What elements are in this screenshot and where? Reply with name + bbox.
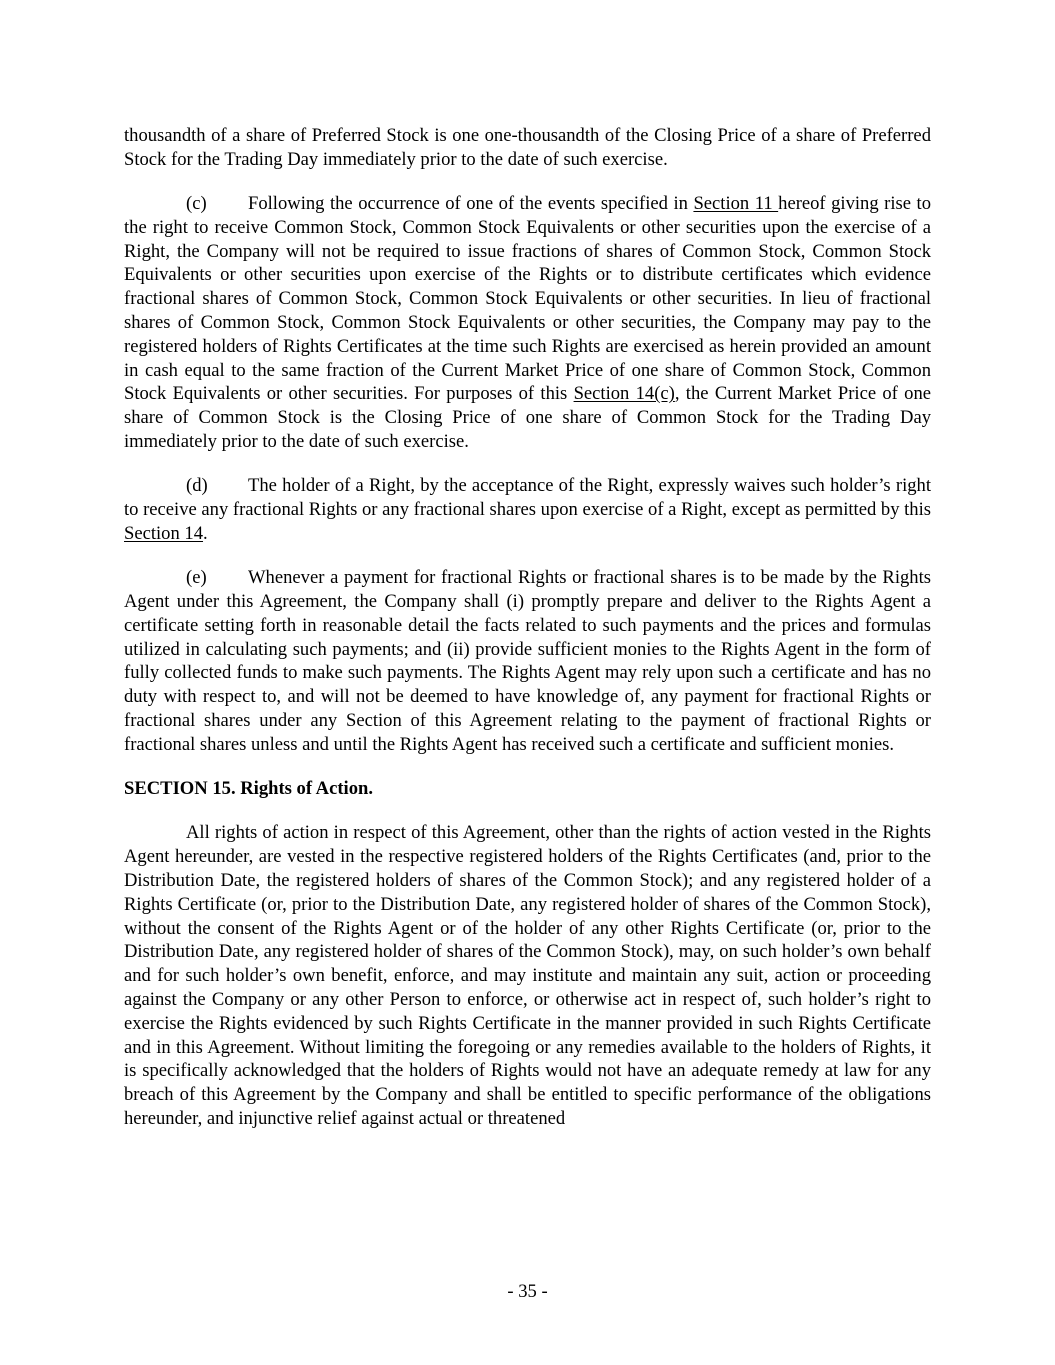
section-11-reference: Section 11	[693, 193, 779, 215]
paragraph-d-text-2: .	[203, 522, 208, 544]
section-15-heading: SECTION 15. Rights of Action.	[124, 778, 373, 800]
paragraph-c-text-3: , the Current Market Price of one share of Common Stock is the Closing Price of one share of Common Stock for the Trading Day immediately prior to the date of such exercise.	[124, 383, 931, 453]
paragraph-c-label: (c)	[186, 193, 207, 215]
paragraph-c-text-2: hereof giving rise to the right to receive Common Stock, Common Stock Equivalents or other securities upon the exercise of a Right, the Company will not be required to issue fractions of shares of Common Stock, Common Stock Equivalents or other securities upon exercise of the Rights or to distribute certificates which evidence fractional shares of Common Stock, Common Stock Equivalents or other securities. In lieu of fractional shares of Common Stock, Common Stock Equivalents or other securities, the Company may pay to the registered holders of Rights Certificates at the time such Rights are exercised as herein provided an amount in cash equal to the same fraction of the Current Market Price of one share of Common Stock, Common Stock Equivalents or other securities. For purposes of this	[124, 193, 931, 405]
paragraph-d-label: (d)	[186, 475, 208, 497]
section-14c-reference: Section 14(c)	[573, 383, 675, 405]
paragraph-b-continuation: thousandth of a share of Preferred Stock is one one-thousandth of the Closing Price of a share of Preferred Stock for the Trading Day immediately prior to the date of such exercise.	[124, 125, 931, 170]
document-page	[124, 124, 931, 1131]
paragraph-d	[124, 474, 931, 545]
paragraph-c-text-1: Following the occurrence of one of the events specified in	[248, 193, 694, 215]
paragraph-e	[124, 566, 931, 756]
paragraph-c	[124, 192, 931, 454]
paragraph-e-label: (e)	[186, 567, 207, 589]
paragraph-d-text-1: The holder of a Right, by the acceptance of the Right, expressly waives such holder’s right to receive any fractional Rights or any fractional shares upon exercise of a Right, except as permitted by this	[124, 475, 932, 521]
section-14-reference: Section 14	[124, 522, 204, 544]
section-15-paragraph: All rights of action in respect of this Agreement, other than the rights of action vested in the Rights Agent hereunder, are vested in the respective registered holders of the Rights Certificates (and, prior to the Distribution Date, the registered holders of shares of the Common Stock); and any registered holder of a Rights Certificate (or, prior to the Distribution Date, any registered holder of shares of the Common Stock), without the consent of the Rights Agent or of the holder of any other Rights Certificate (or, prior to the Distribution Date, any registered holder of shares of the Common Stock), may, on such holder’s own behalf and for such holder’s own benefit, enforce, and may institute and maintain any suit, action or proceeding against the Company or any other Person to enforce, or otherwise act in respect of, such holder’s right to exercise the Rights evidenced by such Rights Certificate in the manner provided in such Rights Certificate and in this Agreement. Without limiting the foregoing or any remedies available to the holders of Rights, it is specifically acknowledged that the holders of Rights would not have an adequate remedy at law for any breach of this Agreement by the Company and shall be entitled to specific performance of the obligations hereunder, and injunctive relief against actual or threatened	[124, 822, 931, 1129]
paragraph-e-text: Whenever a payment for fractional Rights or fractional shares is to be made by the Rights Agent under this Agreement, the Company shall (i) promptly prepare and deliver to the Rights Agent a certificate setting forth in reasonable detail the facts related to such payments and the prices and formulas utilized in calculating such payments; and (ii) provide sufficient monies to the Rights Agent in the form of fully collected funds to make such payments. The Rights Agent may rely upon such a certificate and has no duty with respect to, and will not be deemed to have knowledge of, any payment for fractional Rights or fractional shares under any Section of this Agreement relating to the payment of fractional Rights or fractional shares unless and until the Rights Agent has received such a certificate and sufficient monies.	[124, 567, 931, 755]
page-number: - 35 -	[507, 1281, 548, 1302]
